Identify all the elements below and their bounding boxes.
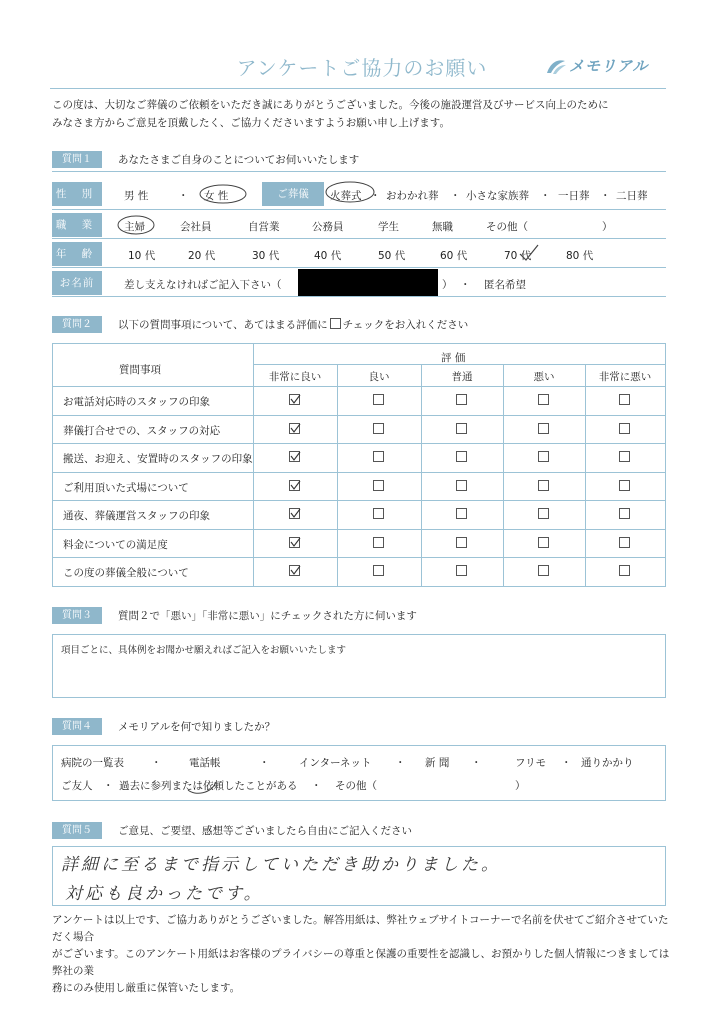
table-rule: [53, 529, 665, 530]
anonymous-option[interactable]: 匿名希望: [484, 279, 526, 291]
footer-line-3: 務にのみ使用し厳重に保管いたします。: [52, 982, 241, 994]
rating-checkbox[interactable]: [456, 508, 467, 519]
check-mark-icon: [290, 565, 301, 576]
q2-text-before: 以下の質問事項について、あてはまる評価に: [118, 319, 328, 331]
funeral-label: ご葬儀: [262, 182, 324, 206]
name-label: お名前: [52, 271, 102, 295]
footer-line-1: アンケートは以上です、ご協力ありがとうございました。解答用紙は、弊社ウェブサイトコーナーで名前を伏せてご紹介させていただく場合: [52, 914, 669, 943]
q1-row-gender: [52, 180, 666, 208]
separator: ・: [103, 780, 114, 792]
question-item: 葬儀打合せでの、スタッフの対応: [63, 424, 221, 437]
col-header-eval: 評 価: [441, 352, 466, 364]
q5-question: ご意見、ご要望、感想等ございましたら自由にご記入ください: [118, 825, 412, 837]
job-self-employed[interactable]: 自営業: [248, 221, 280, 233]
intro-line-2: みなさま方からご意見を頂戴したく、ご協力くださいますようお願い申し上げます。: [52, 117, 450, 129]
question-item: 搬送、お迎え、安置時のスタッフの印象: [63, 453, 253, 465]
col-header-rating: 普通: [451, 371, 473, 383]
q3-question: 質問２で「悪い」「非常に悪い」にチェックされた方に伺います: [118, 610, 417, 622]
separator: ・: [600, 190, 611, 202]
job-student[interactable]: 学生: [378, 221, 399, 233]
age-80s[interactable]: 80 代: [566, 250, 594, 262]
job-housewife[interactable]: 主婦: [124, 221, 145, 233]
q5-label: 質問５: [52, 822, 102, 839]
rating-checkbox[interactable]: [289, 480, 300, 491]
funeral-one-day[interactable]: 一日葬: [558, 190, 590, 202]
q1-question: あなたさまご自身のことについてお伺いいたします: [118, 154, 360, 166]
rating-checkbox[interactable]: [538, 423, 549, 434]
job-other-close: ）: [602, 221, 613, 233]
circle-mark-female: [198, 183, 248, 205]
question-item: ご利用頂いた式場について: [63, 481, 189, 494]
separator: ・: [540, 190, 551, 202]
q4-internet[interactable]: インターネット: [299, 757, 372, 769]
rating-checkbox[interactable]: [619, 508, 630, 519]
separator: ・: [460, 279, 471, 291]
rating-checkbox[interactable]: [456, 565, 467, 576]
rating-checkbox[interactable]: [619, 451, 630, 462]
q1-header: [52, 151, 359, 168]
rating-checkbox[interactable]: [456, 537, 467, 548]
q4-phonebook[interactable]: 電話帳: [189, 757, 221, 769]
q1-row-job: [52, 211, 666, 239]
rating-checkbox[interactable]: [619, 537, 630, 548]
table-rule: [53, 415, 665, 416]
rating-checkbox[interactable]: [538, 565, 549, 576]
gender-female[interactable]: 女 性: [204, 190, 229, 202]
rating-checkbox[interactable]: [456, 394, 467, 405]
q4-other[interactable]: その他（: [335, 780, 377, 792]
q4-options-box: [52, 745, 666, 801]
circle-mark-cremation: [324, 180, 376, 204]
rating-checkbox[interactable]: [538, 508, 549, 519]
rating-checkbox[interactable]: [373, 565, 384, 576]
q3-header: [52, 607, 417, 624]
age-50s[interactable]: 50 代: [378, 250, 406, 262]
separator: ・: [151, 757, 162, 769]
evaluation-table: [52, 343, 666, 587]
intro-line-1: この度は、大切なご葬儀のご依頼をいただき誠にありがとうございました。今後の施設運営及びサービス向上のために: [52, 99, 609, 111]
age-60s[interactable]: 60 代: [440, 250, 468, 262]
q5-answer-box[interactable]: [52, 846, 666, 906]
rating-checkbox[interactable]: [373, 537, 384, 548]
funeral-small-family[interactable]: 小さな家族葬: [466, 190, 529, 202]
check-mark-icon: [290, 537, 301, 548]
table-divider: [503, 364, 504, 586]
age-10s[interactable]: 10 代: [128, 250, 156, 262]
q1-bottom-rule: [52, 296, 666, 297]
separator: ・: [178, 190, 189, 202]
q5-handwritten-line-1: 詳細に至るまで指示していただき助かりました。: [61, 855, 501, 875]
q2-text-after: チェックをお入れください: [342, 319, 469, 331]
rating-checkbox[interactable]: [456, 480, 467, 491]
q2-header: [52, 316, 468, 333]
rating-checkbox[interactable]: [289, 394, 300, 405]
rating-checkbox[interactable]: [373, 480, 384, 491]
q1-row-age: [52, 240, 666, 268]
check-mark-icon: [290, 508, 301, 519]
circle-mark-housewife: [116, 214, 156, 236]
rating-checkbox[interactable]: [373, 451, 384, 462]
check-mark-icon: [290, 451, 301, 462]
rating-checkbox[interactable]: [538, 480, 549, 491]
rating-checkbox[interactable]: [289, 451, 300, 462]
q3-answer-box[interactable]: [52, 634, 666, 698]
rating-checkbox[interactable]: [619, 423, 630, 434]
q1-rule-3: [52, 267, 666, 268]
q2-question: [118, 317, 468, 332]
rating-checkbox[interactable]: [619, 565, 630, 576]
rating-checkbox[interactable]: [289, 508, 300, 519]
title-divider: [50, 88, 666, 89]
q2-label: 質問２: [52, 316, 102, 333]
rating-checkbox[interactable]: [538, 394, 549, 405]
rating-checkbox[interactable]: [289, 565, 300, 576]
separator: ・: [311, 780, 322, 792]
gender-male[interactable]: 男 性: [124, 190, 149, 202]
funeral-farewell[interactable]: おわかれ葬: [386, 190, 439, 202]
col-header-rating: 非常に悪い: [598, 371, 652, 383]
q4-past-attendance[interactable]: 過去に参列または依頼したことがある: [119, 780, 298, 792]
question-item: この度の葬儀全般について: [63, 567, 189, 579]
funeral-two-day[interactable]: 二日葬: [616, 190, 648, 202]
rating-checkbox[interactable]: [456, 423, 467, 434]
q5-handwritten-line-2: 対応も良かったです。: [65, 884, 264, 904]
intro-text: [52, 96, 672, 132]
rating-checkbox[interactable]: [456, 451, 467, 462]
q4-other-close: ）: [515, 780, 526, 792]
table-divider: [585, 364, 586, 586]
rating-checkbox[interactable]: [619, 394, 630, 405]
separator: ・: [561, 757, 572, 769]
question-item: お電話対応時のスタッフの印象: [63, 396, 210, 408]
age-30s[interactable]: 30 代: [252, 250, 280, 262]
separator: ・: [471, 757, 482, 769]
col-header-rating: 良い: [368, 371, 390, 383]
table-divider: [421, 364, 422, 586]
logo-leaf-icon: [545, 59, 567, 75]
q4-furimo[interactable]: フリモ: [515, 757, 547, 769]
rating-checkbox[interactable]: [289, 423, 300, 434]
page-title: アンケートご協力のお願い: [236, 56, 488, 80]
rating-checkbox[interactable]: [538, 537, 549, 548]
separator: ・: [370, 190, 381, 202]
q4-passing-by[interactable]: 通りかかり: [581, 757, 634, 769]
q4-friend[interactable]: ご友人: [61, 780, 93, 792]
question-item: 通夜、葬儀運営スタッフの印象: [63, 510, 210, 522]
job-other[interactable]: その他（: [486, 221, 528, 233]
job-civil-servant[interactable]: 公務員: [312, 221, 344, 233]
age-label: 年 齢: [52, 242, 102, 266]
table-divider: [337, 364, 338, 586]
q5-header: [52, 822, 412, 839]
q4-label: 質問４: [52, 718, 102, 735]
rating-checkbox[interactable]: [373, 423, 384, 434]
table-rule: [53, 557, 665, 558]
age-70s[interactable]: 70 代: [504, 250, 532, 262]
q1-top-rule: [52, 171, 666, 172]
check-mark-icon: [290, 394, 301, 405]
q4-header: [52, 718, 275, 735]
footer-line-2: がございます。このアンケート用紙はお客様のプライバシーの尊重と保護の重要性を認識し、お預かりした個人情報につきましては弊社の業: [52, 948, 670, 977]
job-employee[interactable]: 会社員: [180, 221, 212, 233]
separator: ・: [395, 757, 406, 769]
footer-notice: [52, 912, 672, 997]
question-item: 料金についての満足度: [63, 538, 168, 551]
name-redaction: [298, 269, 438, 297]
rating-checkbox[interactable]: [619, 480, 630, 491]
name-prompt: 差し支えなければご記入下さい（: [124, 279, 282, 291]
table-rule: [53, 386, 665, 387]
col-header-item: 質問事項: [119, 364, 161, 376]
rating-checkbox[interactable]: [373, 508, 384, 519]
checkbox-sample-icon: [330, 318, 341, 329]
age-20s[interactable]: 20 代: [188, 250, 216, 262]
logo-text: メモリアル: [569, 57, 649, 75]
rating-checkbox[interactable]: [289, 537, 300, 548]
rating-checkbox[interactable]: [373, 394, 384, 405]
q1-rule-1: [52, 209, 666, 210]
q3-box-prompt: 項目ごとに、具体例をお聞かせ願えればご記入をお願いいたします: [61, 645, 347, 656]
check-mark-icon: [290, 480, 301, 491]
table-rule: [53, 472, 665, 473]
memorial-logo: [545, 55, 648, 76]
gender-label: 性 別: [52, 182, 102, 206]
q1-label: 質問１: [52, 151, 102, 168]
job-label: 職 業: [52, 213, 102, 237]
name-close: ）: [442, 279, 453, 291]
col-header-rating: 非常に良い: [268, 371, 322, 383]
check-mark-icon: [290, 423, 301, 434]
table-rule: [53, 443, 665, 444]
separator: ・: [450, 190, 461, 202]
q1-rule-2: [52, 238, 666, 239]
q4-newspaper[interactable]: 新 聞: [425, 757, 450, 769]
col-header-rating: 悪い: [533, 371, 555, 383]
job-unemployed[interactable]: 無職: [432, 221, 453, 233]
separator: ・: [259, 757, 270, 769]
q4-hospital-list[interactable]: 病院の一覧表: [61, 757, 124, 769]
table-rule: [253, 364, 665, 365]
age-40s[interactable]: 40 代: [314, 250, 342, 262]
rating-checkbox[interactable]: [538, 451, 549, 462]
check-mark-70s: [516, 242, 542, 264]
funeral-cremation[interactable]: 火葬式: [330, 190, 362, 202]
table-rule: [53, 500, 665, 501]
q3-label: 質問３: [52, 607, 102, 624]
q4-question: メモリアルを何で知りましたか？: [118, 721, 276, 733]
circle-mark-past-attendance: [185, 776, 219, 796]
